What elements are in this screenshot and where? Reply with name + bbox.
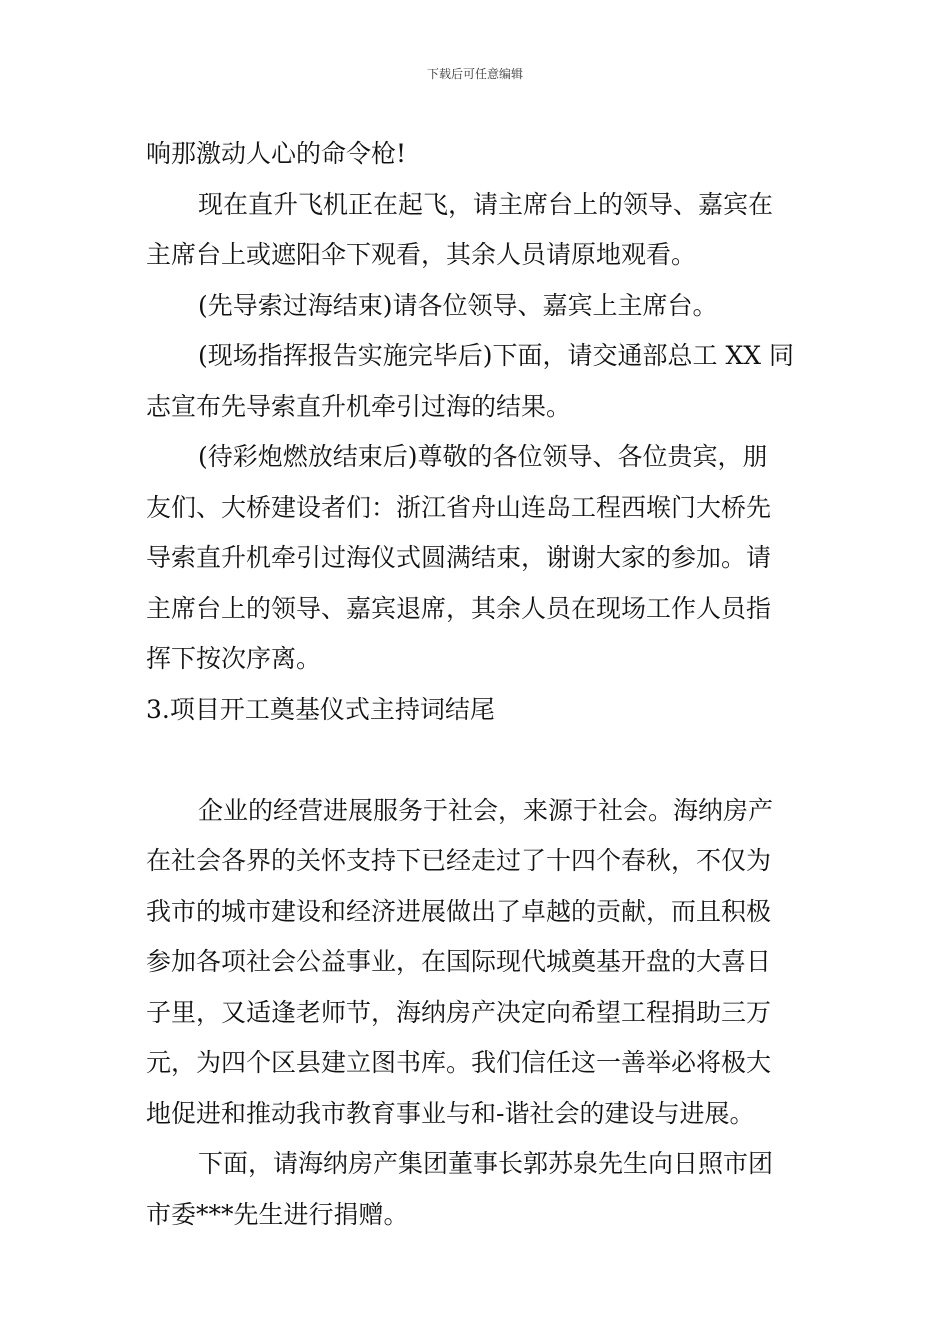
text-line: 参加各项社会公益事业，在国际现代城奠基开盘的大喜日 <box>146 947 772 976</box>
text-line: 子里，又适逢老师节，海纳房产决定向希望工程捐助三万 <box>146 997 772 1027</box>
text-line: 地促进和推动我市教育事业与和-谐社会的建设与进展。 <box>146 1098 755 1128</box>
text-line: (待彩炮燃放结束后)尊敬的各位领导、各位贵宾，朋 <box>198 442 768 471</box>
document-body <box>146 129 806 1240</box>
page-header-note: 下载后可任意编辑 <box>426 67 523 81</box>
text-line: 元，为四个区县建立图书库。我们信任这一善举必将极大 <box>146 1048 772 1077</box>
paragraph-gap <box>146 735 806 786</box>
text-line: (现场指挥报告实施完毕后)下面，请交通部总工 XX 同 <box>198 341 794 370</box>
text-line: 主席台上的领导、嘉宾退席，其余人员在现场工作人员指 <box>146 593 772 623</box>
text-line: 志宣布先导索直升机牵引过海的结果。 <box>146 391 572 421</box>
text-line: 下面，请海纳房产集团董事长郭苏泉先生向日照市团 <box>198 1149 774 1178</box>
text-line: 友们、大桥建设者们：浙江省舟山连岛工程西堠门大桥先 <box>146 492 772 522</box>
text-line: 导索直升机牵引过海仪式圆满结束，谢谢大家的参加。请 <box>146 543 772 572</box>
text-line: 我市的城市建设和经济进展做出了卓越的贡献，而且积极 <box>146 896 772 926</box>
section-heading: 3.项目开工奠基仪式主持词结尾 <box>146 694 495 724</box>
text-line: 现在直升飞机正在起飞，请主席台上的领导、嘉宾在 <box>198 189 774 219</box>
text-line: 市委***先生进行捐赠。 <box>146 1199 409 1229</box>
text-line: 企业的经营进展服务于社会，来源于社会。海纳房产 <box>198 795 774 825</box>
text-line: 响那激动人心的命令枪! <box>146 139 407 168</box>
text-line: 在社会各界的关怀支持下已经走过了十四个春秋，不仅为 <box>146 846 772 875</box>
text-line: 主席台上或遮阳伞下观看，其余人员请原地观看。 <box>146 240 697 269</box>
text-line: 挥下按次序离。 <box>146 644 322 673</box>
text-line: (先导索过海结束)请各位领导、嘉宾上主席台。 <box>198 290 718 320</box>
